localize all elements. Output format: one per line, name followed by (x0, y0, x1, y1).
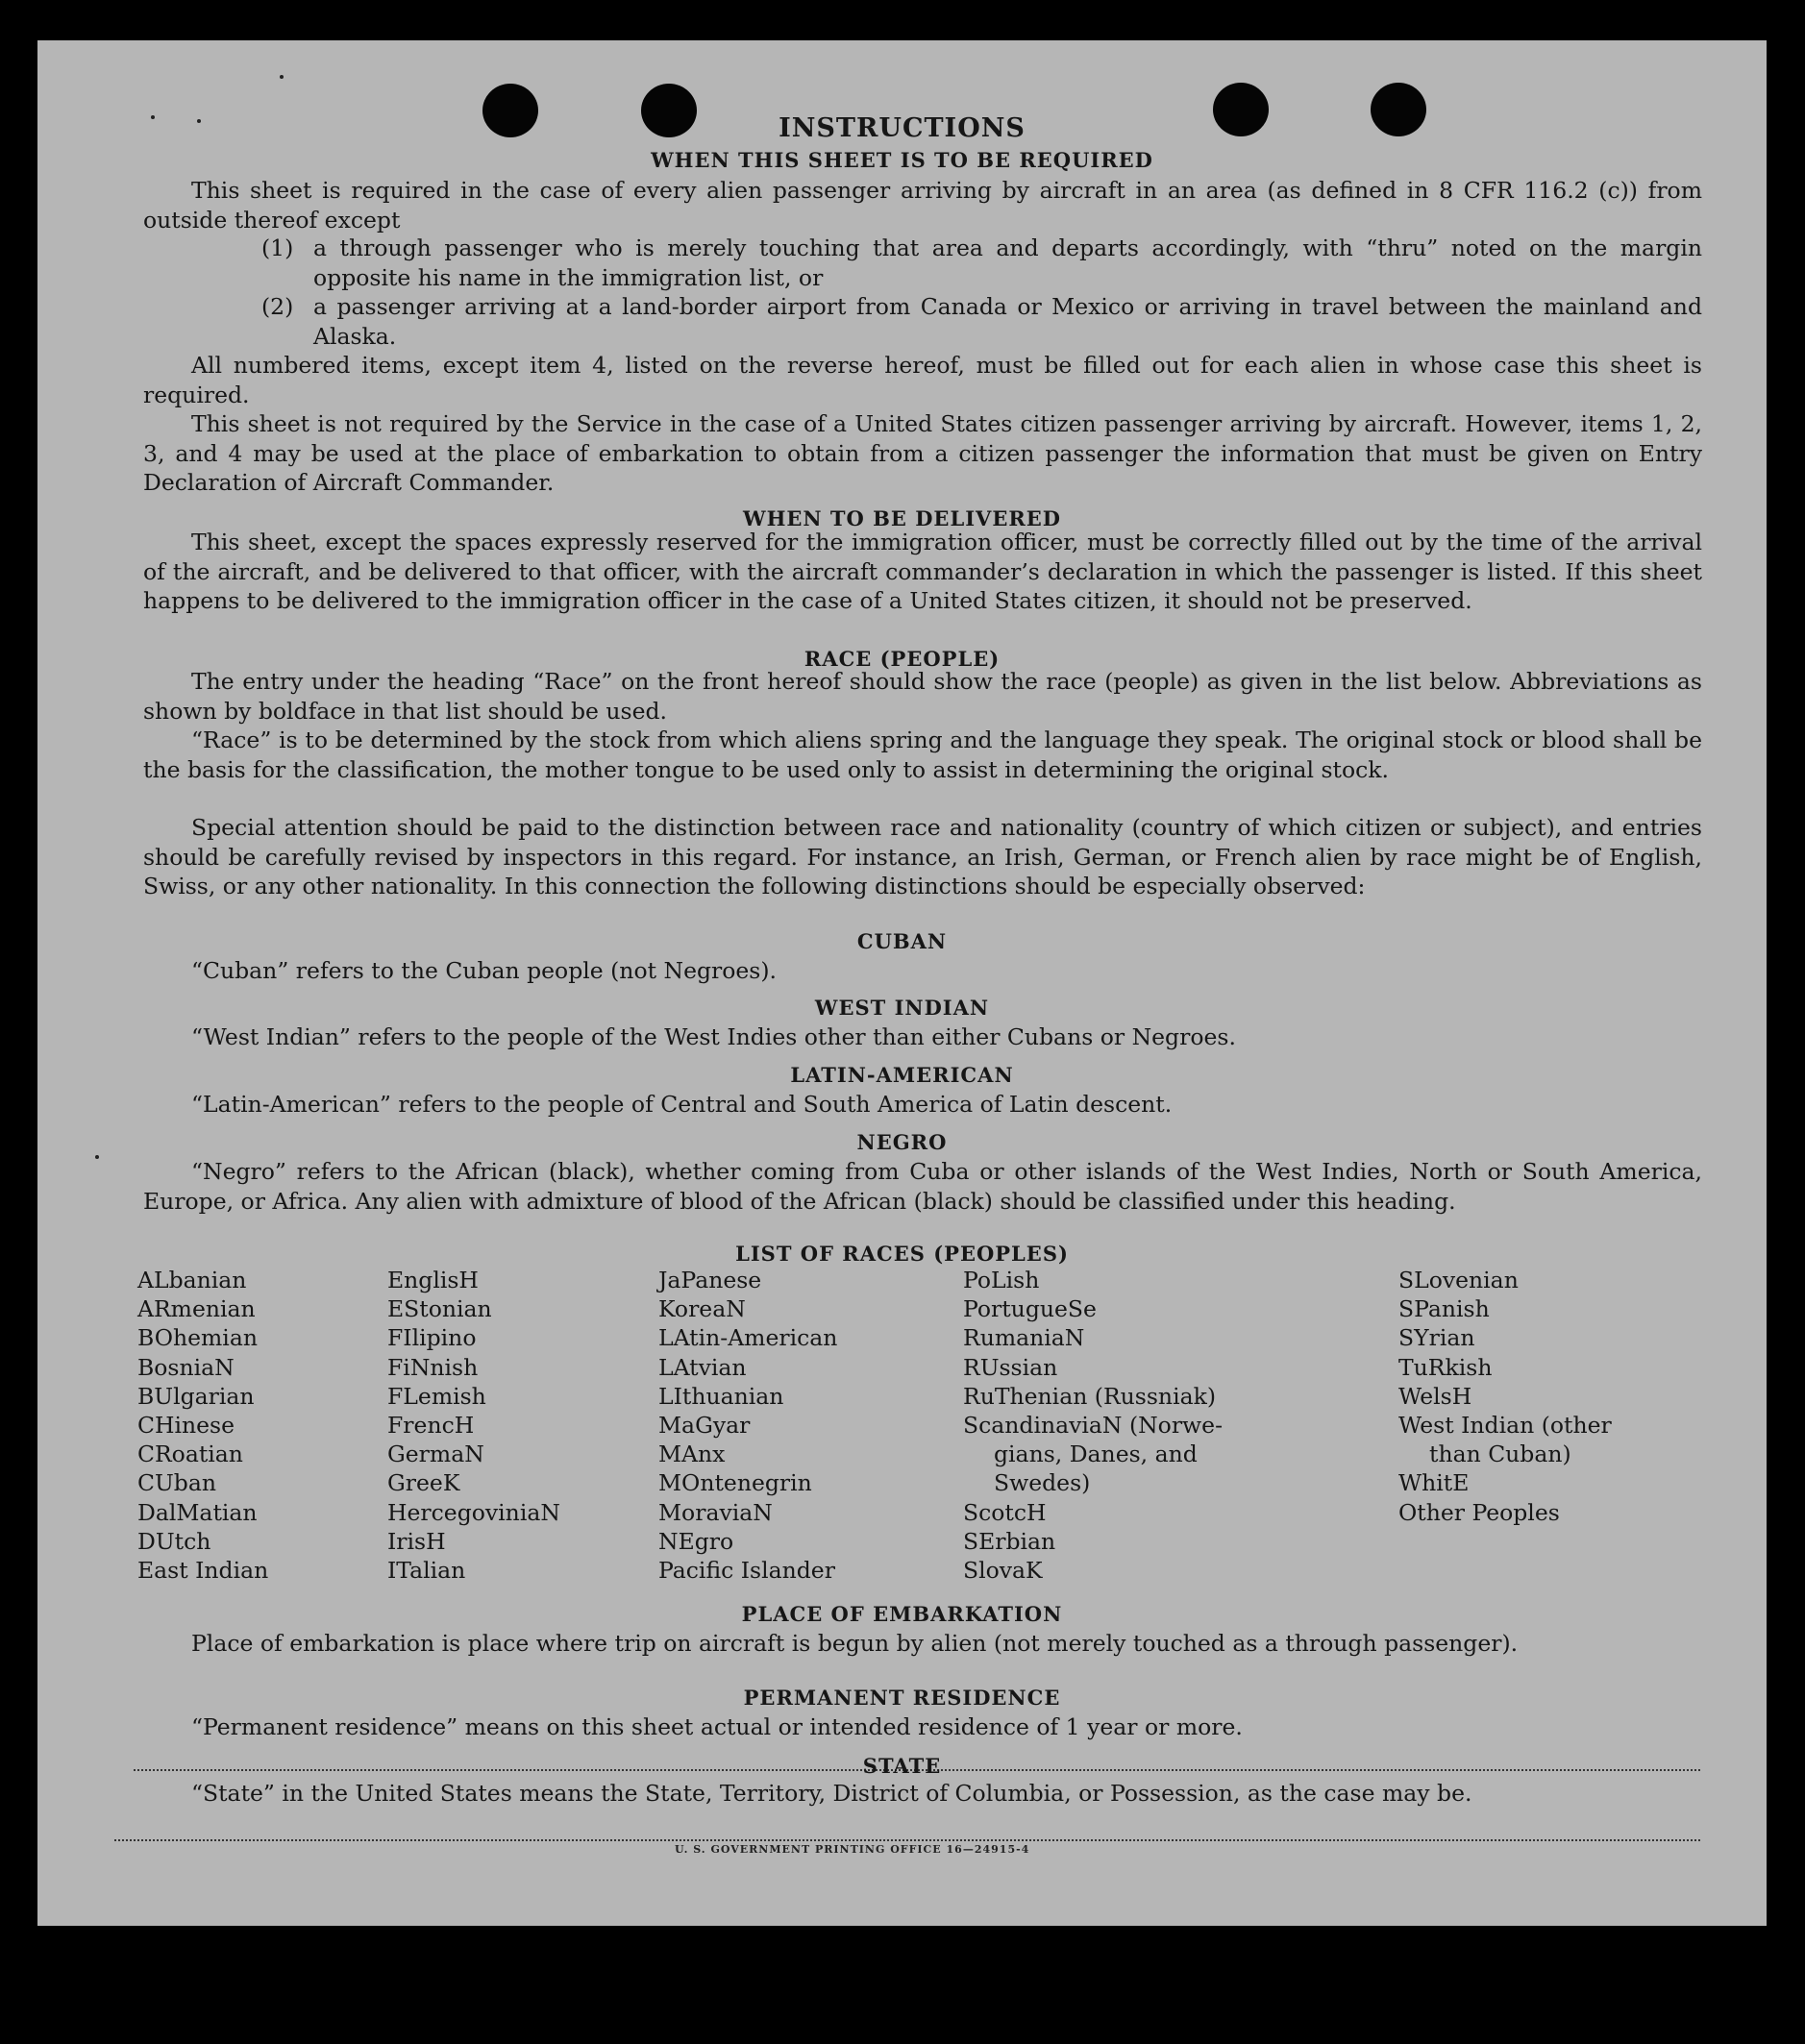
race-entry: KoreaN (658, 1295, 746, 1323)
race-entry: SPanish (1398, 1295, 1490, 1323)
item-number: (2) (261, 293, 294, 320)
section-heading: LATIN-AMERICAN (790, 1063, 1014, 1087)
paragraph: This sheet is not required by the Service in the case of a United States citizen passenger arriving by aircraft. However, items 1, 2, 3, and 4 may be used at the place of embarkation to obtain from a citizen passenger the information that must be given on Entry Declaration of Aircraft Commander. (143, 410, 1702, 496)
paragraph: “Latin-American” refers to the people of Central and South America of Latin descent. (191, 1091, 1173, 1118)
race-entry: MAnx (658, 1441, 726, 1468)
race-entry: FLemish (387, 1382, 486, 1410)
paragraph: a through passenger who is merely touching that area and departs accordingly, with “thru” noted on the margin opposite his name in the immigration list, or (313, 234, 1702, 291)
race-entry: ScotcH (963, 1498, 1047, 1526)
race-entry: MOntenegrin (658, 1469, 812, 1497)
race-entry: EStonian (387, 1295, 492, 1323)
race-entry: DUtch (137, 1527, 211, 1555)
printer-imprint: U. S. GOVERNMENT PRINTING OFFICE 16—24915-4 (675, 1843, 1030, 1856)
paragraph: Place of embarkation is place where trip on aircraft is begun by alien (not merely touched as a through passenger). (191, 1630, 1519, 1657)
form-sheet (37, 40, 1767, 1926)
paragraph: Special attention should be paid to the distinction between race and nationality (country of which citizen or subject), and entries should be carefully revised by inspectors in this regard. For instance, an Irish, German, or French alien by race might be of English, Swiss, or any other nationality. In this connection the following distinctions should be especially observed: (143, 814, 1702, 899)
item-number: (1) (261, 234, 294, 261)
race-entry: RumaniaN (963, 1324, 1085, 1352)
race-entry: IrisH (387, 1527, 446, 1555)
race-entry: LAtin-American (658, 1324, 838, 1352)
race-entry: ITalian (387, 1557, 466, 1585)
section-heading: RACE (PEOPLE) (804, 647, 1001, 671)
race-entry: gians, Danes, and (994, 1441, 1198, 1468)
race-entry: ARmenian (137, 1295, 256, 1323)
race-entry: MaGyar (658, 1412, 751, 1440)
paragraph: “State” in the United States means the State, Territory, District of Columbia, or Possession, as the case may be. (191, 1780, 1472, 1807)
section-heading: WHEN THIS SHEET IS TO BE REQUIRED (651, 148, 1153, 172)
race-entry: East Indian (137, 1557, 269, 1585)
race-entry: SLovenian (1398, 1267, 1519, 1293)
race-entry: ALbanian (137, 1267, 247, 1293)
section-heading: WHEN TO BE DELIVERED (742, 506, 1061, 530)
section-heading: PERMANENT RESIDENCE (743, 1686, 1061, 1710)
race-entry: RUssian (963, 1353, 1058, 1381)
page-title: INSTRUCTIONS (779, 113, 1026, 143)
race-entry: PoLish (963, 1267, 1040, 1293)
section-heading: NEGRO (856, 1130, 948, 1154)
section-heading: CUBAN (856, 929, 948, 953)
paragraph: “Cuban” refers to the Cuban people (not Negroes). (191, 957, 778, 984)
race-entry: Pacific Islander (658, 1557, 835, 1585)
race-entry: CUban (137, 1469, 216, 1497)
race-entry: CHinese (137, 1412, 235, 1440)
race-entry: SErbian (963, 1527, 1056, 1555)
race-entry: CRoatian (137, 1441, 243, 1468)
race-entry: MoraviaN (658, 1498, 773, 1526)
race-column (387, 1266, 560, 1585)
speck (280, 75, 284, 79)
race-entry: BOhemian (137, 1324, 258, 1352)
race-entry: BUlgarian (137, 1382, 255, 1410)
race-entry: WelsH (1398, 1382, 1472, 1410)
paragraph: This sheet, except the spaces expressly reserved for the immigration officer, must be correctly filled out by the time of the arrival of the aircraft, and be delivered to that officer, with the aircraft commander’s declaration in which the passenger is listed. If this sheet happens to be delivered to the immigration officer in the case of a United States citizen, it should not be preserved. (143, 529, 1702, 614)
race-entry: NEgro (658, 1527, 734, 1555)
race-column (658, 1266, 837, 1585)
race-entry: PortugueSe (963, 1295, 1097, 1323)
section-heading: STATE (862, 1754, 942, 1778)
race-entry: JaPanese (658, 1267, 762, 1293)
section-heading: WEST INDIAN (814, 996, 990, 1020)
race-column (137, 1266, 268, 1585)
section-heading: LIST OF RACES (PEOPLES) (735, 1242, 1069, 1266)
paragraph: “West Indian” refers to the people of the West Indies other than either Cubans or Negroes. (191, 1023, 1236, 1050)
paragraph: “Negro” refers to the African (black), whether coming from Cuba or other islands of the West Indies, North or South America, Europe, or Africa. Any alien with admixture of blood of the African (black) should be classified under this heading. (143, 1158, 1702, 1215)
race-entry: than Cuban) (1429, 1441, 1571, 1468)
race-entry: FiNnish (387, 1353, 479, 1381)
speck (95, 1155, 99, 1159)
section-heading: PLACE OF EMBARKATION (741, 1602, 1063, 1626)
paragraph: This sheet is required in the case of every alien passenger arriving by aircraft in an area (as defined in 8 CFR 116.2 (c)) from outside thereof except (143, 177, 1702, 234)
race-entry: HercegoviniaN (387, 1498, 560, 1526)
race-entry: LAtvian (658, 1353, 747, 1381)
paragraph: “Permanent residence” means on this sheet actual or intended residence of 1 year or more. (191, 1713, 1243, 1740)
race-entry: LIthuanian (658, 1382, 784, 1410)
race-entry: FIlipino (387, 1324, 477, 1352)
race-entry: SYrian (1398, 1324, 1475, 1352)
race-entry: Swedes) (994, 1469, 1091, 1497)
race-entry: DalMatian (137, 1498, 258, 1526)
race-entry: RuThenian (Russniak) (963, 1382, 1216, 1410)
race-entry: Other Peoples (1398, 1498, 1560, 1526)
paragraph: All numbered items, except item 4, listed on the reverse hereof, must be filled out for each alien in whose case this sheet is required. (143, 352, 1702, 408)
race-entry: ScandinaviaN (Norwe- (963, 1412, 1224, 1440)
race-column (963, 1266, 1223, 1585)
race-entry: FrencH (387, 1412, 475, 1440)
race-entry: GermaN (387, 1441, 484, 1468)
race-entry: WhitE (1398, 1469, 1470, 1497)
race-entry: SlovaK (963, 1557, 1043, 1585)
paragraph: The entry under the heading “Race” on the front hereof should show the race (people) as given in the list below. Abbreviations as shown by boldface in that list should be used. (143, 668, 1702, 725)
race-entry: EnglisH (387, 1267, 479, 1293)
paragraph: a passenger arriving at a land-border airport from Canada or Mexico or arriving in travel between the mainland and Alaska. (313, 293, 1702, 350)
race-entry: TuRkish (1398, 1353, 1493, 1381)
race-column (1398, 1266, 1612, 1527)
paragraph: “Race” is to be determined by the stock from which aliens spring and the language they speak. The original stock or blood shall be the basis for the classification, the mother tongue to be used only to assist in determining the original stock. (143, 726, 1702, 783)
race-entry: West Indian (other (1398, 1412, 1612, 1440)
race-entry: BosniaN (137, 1353, 235, 1381)
race-entry: GreeK (387, 1469, 460, 1497)
